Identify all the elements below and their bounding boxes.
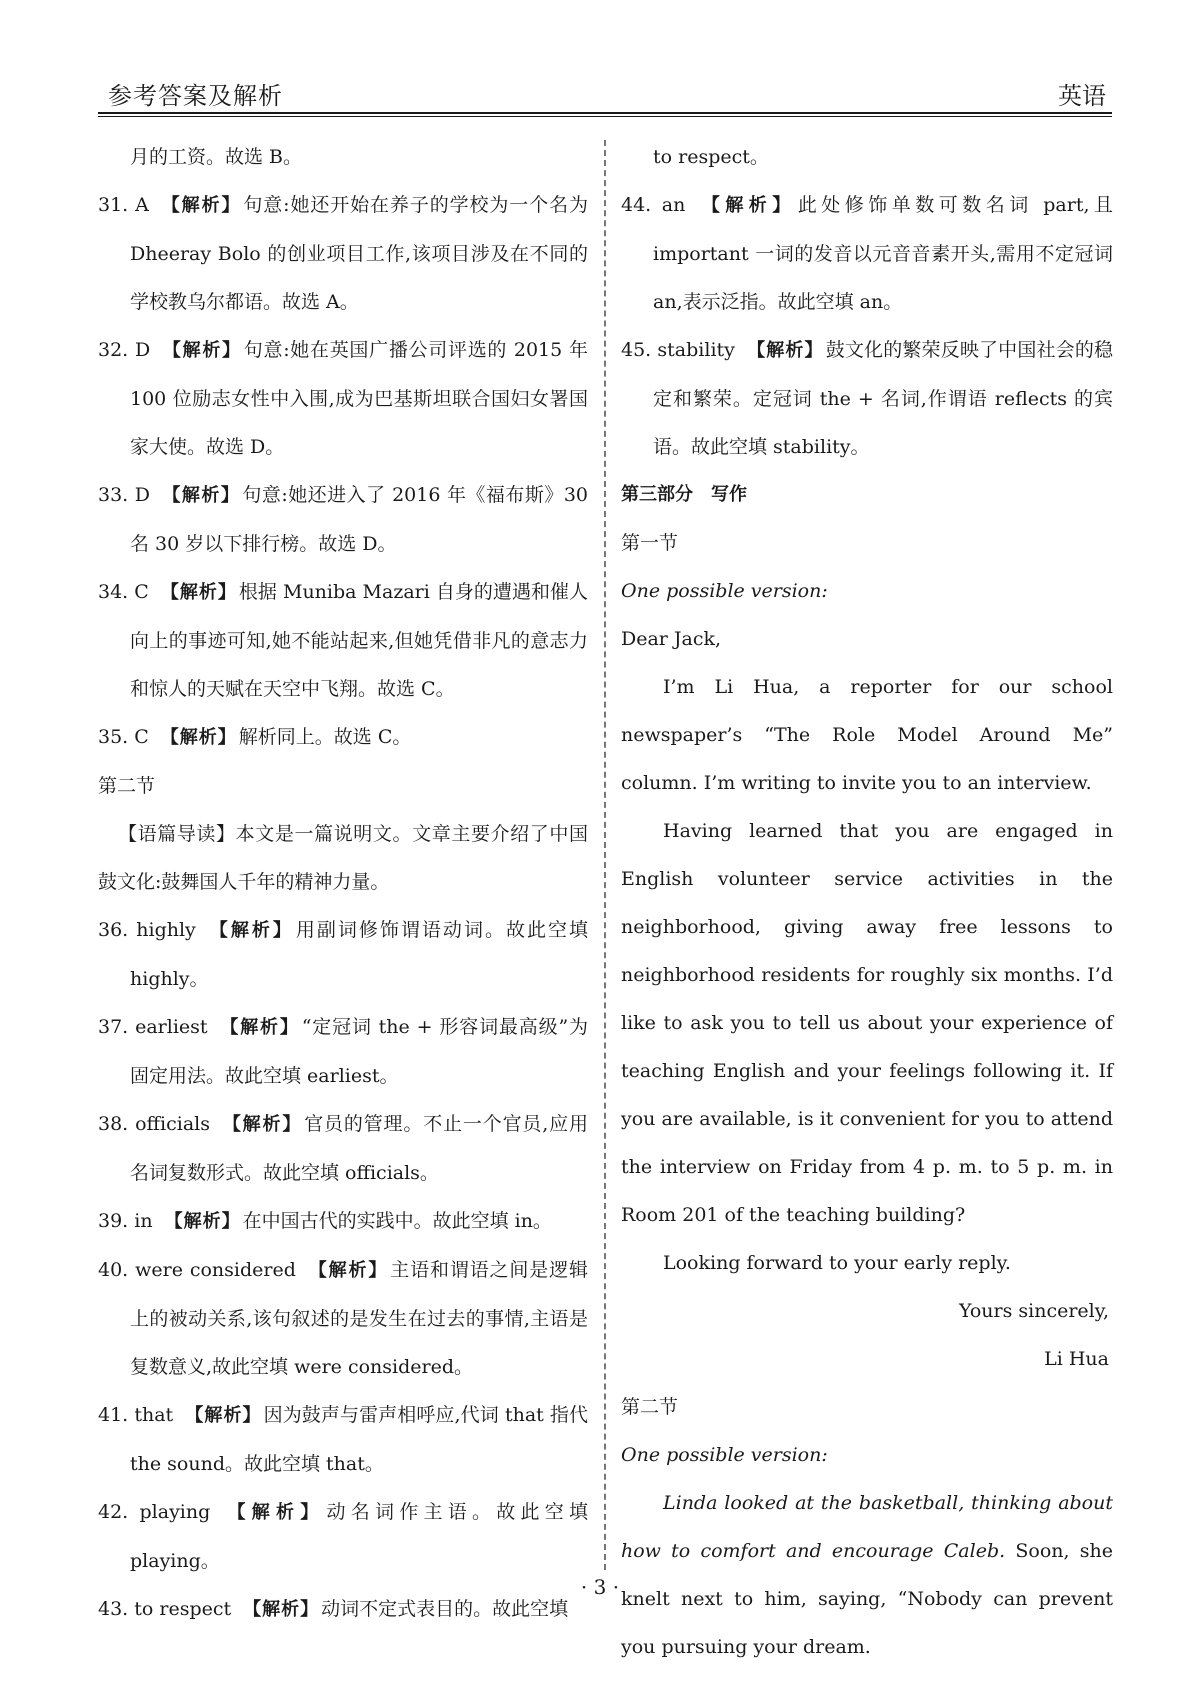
answer-item bbox=[98, 906, 588, 1003]
answer-number: 42. playing bbox=[98, 1501, 211, 1523]
header-rule-thin bbox=[98, 116, 1112, 117]
answer-explanation: 根据 Muniba Mazari 自身的遭遇和催人向上的事迹可知,她不能站起来,但她凭借非凡的意志力和惊人的天赋在天空中飞翔。故选 C。 bbox=[130, 581, 588, 700]
column-divider bbox=[604, 140, 606, 1570]
analysis-tag: 【解析】 bbox=[219, 1017, 300, 1038]
letter-closing: Yours sincerely, bbox=[958, 1300, 1109, 1322]
answer-item bbox=[98, 1003, 588, 1100]
answer-item bbox=[98, 1100, 588, 1197]
page-number: · 3 · bbox=[580, 1575, 620, 1599]
analysis-tag: 【解析】 bbox=[160, 727, 237, 748]
answer-explanation: 解析同上。故选 C。 bbox=[238, 726, 412, 748]
answer-item bbox=[621, 181, 1113, 326]
analysis-tag: 【解析】 bbox=[221, 1114, 303, 1135]
answer-number: 38. officials bbox=[98, 1113, 210, 1135]
analysis-tag: 【解析】 bbox=[697, 195, 796, 216]
answer-item bbox=[98, 1488, 588, 1585]
continuation-text: 月的工资。故选 B。 bbox=[130, 146, 303, 168]
answer-item bbox=[98, 1197, 588, 1246]
analysis-tag: 【解析】 bbox=[164, 1211, 241, 1232]
answer-number: 32. D bbox=[98, 339, 151, 361]
answer-explanation: 动名词作主语。故此空填 playing。 bbox=[130, 1501, 588, 1572]
answer-explanation: 句意:她在英国广播公司评选的 2015 年 100 位励志女性中入围,成为巴基斯坦联合国妇女署国家大使。故选 D。 bbox=[130, 339, 588, 458]
answer-number: 45. stability bbox=[621, 339, 735, 361]
section-heading: 第一节 bbox=[621, 532, 679, 554]
analysis-tag: 【解析】 bbox=[746, 340, 824, 361]
answer-number: 44. an bbox=[621, 194, 686, 216]
analysis-tag: 【解析】 bbox=[243, 1599, 320, 1620]
answer-number: 41. that bbox=[98, 1404, 174, 1426]
answer-number: 35. C bbox=[98, 726, 149, 748]
answer-item bbox=[621, 326, 1113, 471]
answer-number: 34. C bbox=[98, 581, 149, 603]
answer-explanation: 动词不定式表目的。故此空填 bbox=[321, 1598, 569, 1620]
answer-explanation: 官员的管理。不止一个官员,应用名词复数形式。故此空填 officials。 bbox=[130, 1113, 588, 1184]
right-column bbox=[621, 133, 1113, 1671]
answer-explanation: 此处修饰单数可数名词 part,且 important 一词的发音以元音音素开头,需用不定冠词 an,表示泛指。故此空填 an。 bbox=[653, 194, 1114, 313]
answer-explanation: 在中国古代的实践中。故此空填 in。 bbox=[242, 1210, 552, 1232]
header-rule bbox=[98, 112, 1112, 114]
letter-salutation: Dear Jack, bbox=[621, 628, 722, 650]
letter-paragraph: I’m Li Hua, a reporter for our school newspaper’s “The Role Model Around Me” column. I’m writing to invite you to an interview. bbox=[621, 676, 1113, 794]
analysis-tag: 【解析】 bbox=[207, 920, 294, 941]
story-continuation: Soon, she knelt next to him, saying, “Nobody can prevent you pursuing your dream. bbox=[621, 1540, 1114, 1658]
answer-number: 36. highly bbox=[98, 919, 196, 941]
analysis-tag: 【解析】 bbox=[222, 1502, 325, 1523]
answer-item bbox=[98, 713, 588, 762]
answer-number: 39. in bbox=[98, 1210, 153, 1232]
passage-intro: 【语篇导读】本文是一篇说明文。文章主要介绍了中国鼓文化:鼓舞国人千年的精神力量。 bbox=[98, 823, 588, 893]
section-heading: 第二节 bbox=[98, 775, 156, 797]
analysis-tag: 【解析】 bbox=[162, 340, 242, 361]
analysis-tag: 【解析】 bbox=[160, 582, 237, 603]
answer-number: 43. to respect bbox=[98, 1598, 232, 1620]
answer-item bbox=[98, 568, 588, 713]
analysis-tag: 【解析】 bbox=[160, 195, 242, 216]
story-given-sentence: Linda looked at the basketball, thinking about how to comfort and encourage Caleb. bbox=[621, 1492, 1113, 1562]
part-heading: 第三部分 写作 bbox=[621, 484, 747, 505]
analysis-tag: 【解析】 bbox=[185, 1405, 262, 1426]
left-column bbox=[98, 133, 588, 1634]
answer-item bbox=[98, 326, 588, 471]
answer-number: 31. A bbox=[98, 194, 149, 216]
answer-explanation: 鼓文化的繁荣反映了中国社会的稳定和繁荣。定冠词 the + 名词,作谓语 reflects 的宾语。故此空填 stability。 bbox=[653, 339, 1113, 458]
letter-signature: Li Hua bbox=[1044, 1348, 1109, 1370]
header-title-left: 参考答案及解析 bbox=[108, 82, 283, 110]
answer-explanation: 主语和谓语之间是逻辑上的被动关系,该句叙述的是发生在过去的事情,主语是复数意义,故此空填 were considered。 bbox=[130, 1259, 589, 1378]
section-heading: 第二节 bbox=[621, 1396, 679, 1418]
answer-number: 37. earliest bbox=[98, 1016, 208, 1038]
continuation-text: to respect。 bbox=[653, 146, 769, 168]
header-subject: 英语 bbox=[1058, 82, 1106, 110]
letter-paragraph: Having learned that you are engaged in English volunteer service activities in the neighborhood, giving away free lessons to neighborhood residents for roughly six months. I’d like to ask you to tell us about your experience of teaching English and your feelings following it. If you are available, is it convenient for you to attend the interview on Friday from 4 p. m. to 5 p. m. in Room 201 of the teaching building? bbox=[621, 820, 1113, 1226]
answer-number: 40. were considered bbox=[98, 1259, 296, 1281]
answer-item bbox=[98, 471, 588, 568]
version-label: One possible version: bbox=[621, 1444, 828, 1466]
answer-number: 33. D bbox=[98, 484, 150, 506]
answer-explanation: 因为鼓声与雷声相呼应,代词 that 指代 the sound。故此空填 that。 bbox=[130, 1404, 589, 1475]
answer-explanation: 句意:她还开始在养子的学校为一个名为 Dheeray Bolo 的创业项目工作,该项目涉及在不同的学校教乌尔都语。故选 A。 bbox=[130, 194, 588, 313]
answer-explanation: “定冠词 the + 形容词最高级”为固定用法。故此空填 earliest。 bbox=[130, 1016, 588, 1087]
answer-explanation: 句意:她还进入了 2016 年《福布斯》30 名 30 岁以下排行榜。故选 D。 bbox=[130, 484, 588, 555]
version-label: One possible version: bbox=[621, 580, 828, 602]
analysis-tag: 【解析】 bbox=[307, 1260, 389, 1281]
answer-item bbox=[98, 1246, 588, 1391]
analysis-tag: 【解析】 bbox=[161, 485, 241, 506]
answer-item bbox=[98, 1391, 588, 1488]
answer-item bbox=[98, 181, 588, 326]
letter-paragraph: Looking forward to your early reply. bbox=[663, 1252, 1011, 1274]
answer-explanation: 用副词修饰谓语动词。故此空填 highly。 bbox=[130, 919, 588, 990]
